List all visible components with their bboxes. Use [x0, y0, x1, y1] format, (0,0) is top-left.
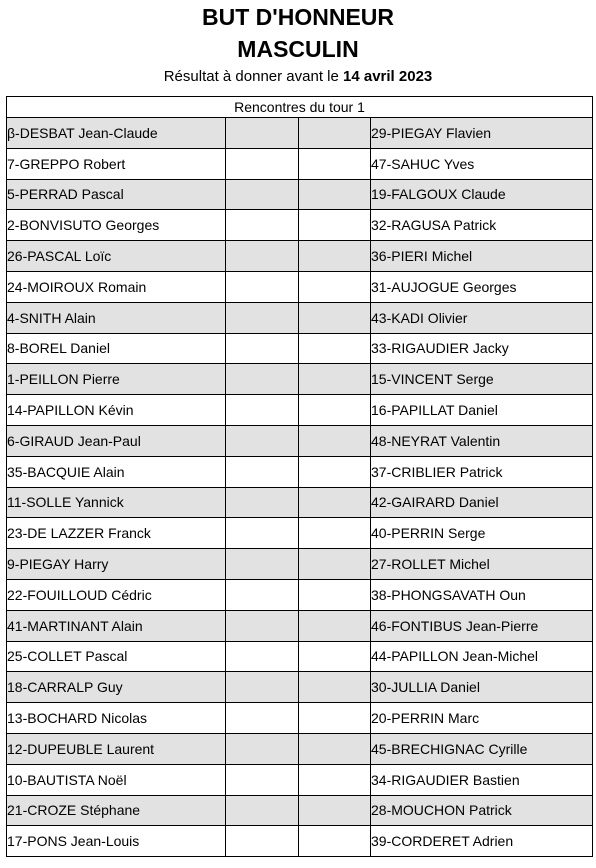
match-row	[7, 395, 593, 426]
match-row	[7, 210, 593, 241]
away-player: 31-AUJOGUE Georges	[371, 271, 593, 302]
home-score-cell[interactable]	[226, 610, 299, 641]
home-player: 1-PEILLON Pierre	[7, 364, 226, 395]
home-score-cell[interactable]	[226, 518, 299, 549]
home-score-cell[interactable]	[226, 672, 299, 703]
away-score-cell[interactable]	[299, 795, 371, 826]
away-player: 48-NEYRAT Valentin	[371, 425, 593, 456]
home-player: 26-PASCAL Loïc	[7, 241, 226, 272]
away-score-cell[interactable]	[299, 579, 371, 610]
away-score-cell[interactable]	[299, 764, 371, 795]
home-score-cell[interactable]	[226, 179, 299, 210]
home-player: 6-GIRAUD Jean-Paul	[7, 425, 226, 456]
away-score-cell[interactable]	[299, 487, 371, 518]
home-score-cell[interactable]	[226, 302, 299, 333]
away-player: 42-GAIRARD Daniel	[371, 487, 593, 518]
match-row	[7, 179, 593, 210]
away-score-cell[interactable]	[299, 148, 371, 179]
match-row	[7, 733, 593, 764]
away-score-cell[interactable]	[299, 672, 371, 703]
draw-table	[6, 96, 593, 857]
away-score-cell[interactable]	[299, 210, 371, 241]
home-score-cell[interactable]	[226, 826, 299, 857]
home-score-cell[interactable]	[226, 210, 299, 241]
home-score-cell[interactable]	[226, 549, 299, 580]
home-score-cell[interactable]	[226, 733, 299, 764]
away-player: 40-PERRIN Serge	[371, 518, 593, 549]
away-score-cell[interactable]	[299, 179, 371, 210]
home-score-cell[interactable]	[226, 456, 299, 487]
home-player: 24-MOIROUX Romain	[7, 271, 226, 302]
away-player: 28-MOUCHON Patrick	[371, 795, 593, 826]
away-score-cell[interactable]	[299, 549, 371, 580]
match-row	[7, 118, 593, 149]
away-score-cell[interactable]	[299, 425, 371, 456]
away-player: 39-CORDERET Adrien	[371, 826, 593, 857]
match-row	[7, 456, 593, 487]
match-row	[7, 148, 593, 179]
home-player: 7-GREPPO Robert	[7, 148, 226, 179]
away-player: 19-FALGOUX Claude	[371, 179, 593, 210]
away-player: 36-PIERI Michel	[371, 241, 593, 272]
away-player: 47-SAHUC Yves	[371, 148, 593, 179]
away-player: 45-BRECHIGNAC Cyrille	[371, 733, 593, 764]
match-row	[7, 241, 593, 272]
home-score-cell[interactable]	[226, 764, 299, 795]
home-score-cell[interactable]	[226, 641, 299, 672]
away-player: 16-PAPILLAT Daniel	[371, 395, 593, 426]
match-row	[7, 703, 593, 734]
home-player: 17-PONS Jean-Louis	[7, 826, 226, 857]
home-player: 41-MARTINANT Alain	[7, 610, 226, 641]
home-player: 13-BOCHARD Nicolas	[7, 703, 226, 734]
away-player: 38-PHONGSAVATH Oun	[371, 579, 593, 610]
home-score-cell[interactable]	[226, 395, 299, 426]
match-row	[7, 302, 593, 333]
away-player: 32-RAGUSA Patrick	[371, 210, 593, 241]
away-player: 43-KADI Olivier	[371, 302, 593, 333]
home-score-cell[interactable]	[226, 271, 299, 302]
deadline-prefix: Résultat à donner avant le	[163, 68, 344, 85]
deadline-note	[0, 67, 596, 87]
home-score-cell[interactable]	[226, 579, 299, 610]
home-player: 22-FOUILLOUD Cédric	[7, 579, 226, 610]
match-row	[7, 672, 593, 703]
away-score-cell[interactable]	[299, 333, 371, 364]
away-score-cell[interactable]	[299, 610, 371, 641]
away-score-cell[interactable]	[299, 456, 371, 487]
home-score-cell[interactable]	[226, 241, 299, 272]
home-player: 23-DE LAZZER Franck	[7, 518, 226, 549]
away-player: 30-JULLIA Daniel	[371, 672, 593, 703]
home-player: β-DESBAT Jean-Claude	[7, 118, 226, 149]
home-player: 4-SNITH Alain	[7, 302, 226, 333]
home-player: 14-PAPILLON Kévin	[7, 395, 226, 426]
match-row	[7, 333, 593, 364]
home-score-cell[interactable]	[226, 425, 299, 456]
match-row	[7, 271, 593, 302]
home-score-cell[interactable]	[226, 118, 299, 149]
away-score-cell[interactable]	[299, 364, 371, 395]
match-row	[7, 425, 593, 456]
match-row	[7, 764, 593, 795]
match-row	[7, 549, 593, 580]
away-score-cell[interactable]	[299, 241, 371, 272]
home-player: 21-CROZE Stéphane	[7, 795, 226, 826]
home-player: 8-BOREL Daniel	[7, 333, 226, 364]
deadline-date: 14 avril 2023	[343, 68, 433, 85]
page-subtitle-category: MASCULIN	[237, 36, 359, 62]
match-row	[7, 487, 593, 518]
home-score-cell[interactable]	[226, 148, 299, 179]
away-player: 29-PIEGAY Flavien	[371, 118, 593, 149]
match-row	[7, 579, 593, 610]
away-player: 34-RIGAUDIER Bastien	[371, 764, 593, 795]
away-score-cell[interactable]	[299, 641, 371, 672]
match-list	[7, 118, 593, 857]
round-header-row	[7, 97, 593, 118]
home-player: 5-PERRAD Pascal	[7, 179, 226, 210]
home-score-cell[interactable]	[226, 487, 299, 518]
away-score-cell[interactable]	[299, 118, 371, 149]
home-player: 35-BACQUIE Alain	[7, 456, 226, 487]
away-score-cell[interactable]	[299, 703, 371, 734]
page-title: BUT D'HONNEUR	[201, 4, 395, 30]
away-player: 44-PAPILLON Jean-Michel	[371, 641, 593, 672]
away-player: 33-RIGAUDIER Jacky	[371, 333, 593, 364]
home-player: 2-BONVISUTO Georges	[7, 210, 226, 241]
away-score-cell[interactable]	[299, 395, 371, 426]
match-row	[7, 641, 593, 672]
away-player: 37-CRIBLIER Patrick	[371, 456, 593, 487]
away-player: 46-FONTIBUS Jean-Pierre	[371, 610, 593, 641]
home-player: 18-CARRALP Guy	[7, 672, 226, 703]
away-score-cell[interactable]	[299, 302, 371, 333]
home-score-cell[interactable]	[226, 703, 299, 734]
home-score-cell[interactable]	[226, 795, 299, 826]
away-score-cell[interactable]	[299, 271, 371, 302]
match-row	[7, 518, 593, 549]
match-row	[7, 610, 593, 641]
home-player: 25-COLLET Pascal	[7, 641, 226, 672]
home-player: 10-BAUTISTA Noël	[7, 764, 226, 795]
away-player: 15-VINCENT Serge	[371, 364, 593, 395]
home-player: 12-DUPEUBLE Laurent	[7, 733, 226, 764]
away-player: 27-ROLLET Michel	[371, 549, 593, 580]
home-score-cell[interactable]	[226, 364, 299, 395]
home-player: 11-SOLLE Yannick	[7, 487, 226, 518]
away-score-cell[interactable]	[299, 733, 371, 764]
away-score-cell[interactable]	[299, 518, 371, 549]
home-player: 9-PIEGAY Harry	[7, 549, 226, 580]
away-score-cell[interactable]	[299, 826, 371, 857]
home-score-cell[interactable]	[226, 333, 299, 364]
away-player: 20-PERRIN Marc	[371, 703, 593, 734]
match-row	[7, 364, 593, 395]
match-row	[7, 826, 593, 857]
round-label: Rencontres du tour 1	[7, 97, 593, 118]
match-row	[7, 795, 593, 826]
